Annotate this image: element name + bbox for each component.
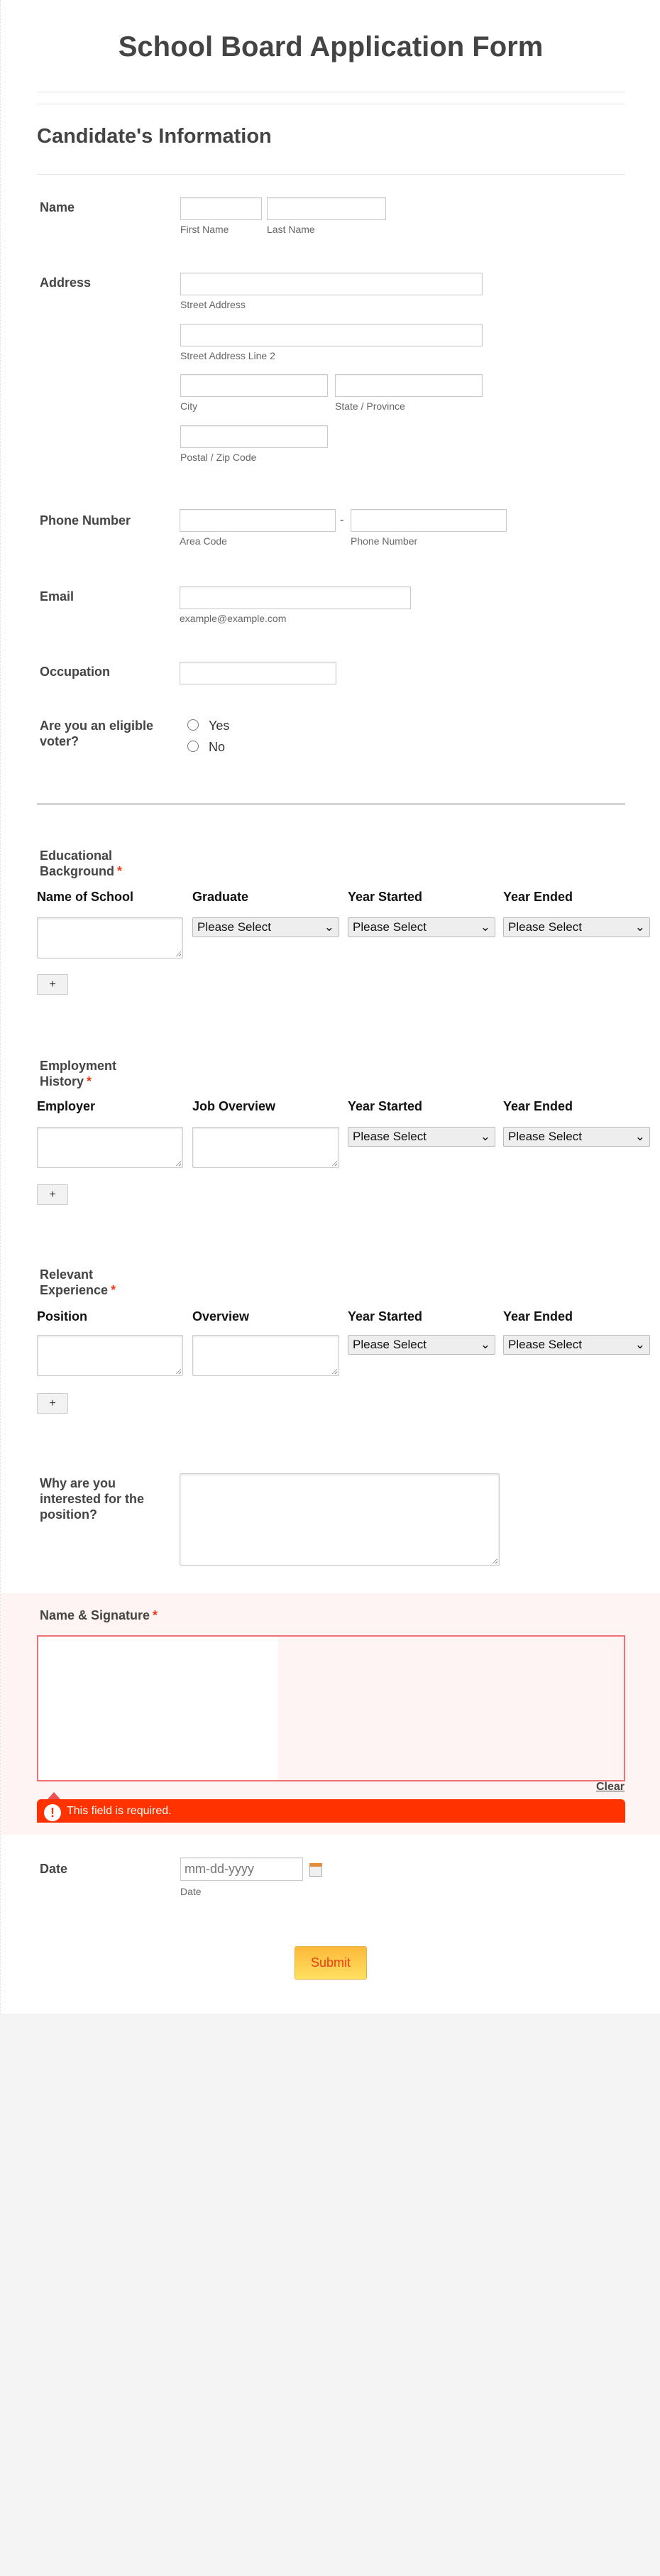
- year-started-select[interactable]: [348, 1335, 495, 1355]
- phone-number-sublabel: Phone Number: [351, 535, 418, 547]
- chevron-down-icon: ⌄: [480, 920, 490, 934]
- error-message: [37, 1799, 625, 1823]
- interest-textarea[interactable]: [180, 1473, 500, 1566]
- col-header: Year Started: [348, 1099, 423, 1113]
- voter-yes-label: Yes: [209, 719, 230, 733]
- section-divider: [37, 803, 625, 805]
- interest-label: Why are you interested for the position?: [40, 1476, 145, 1522]
- chevron-down-icon: ⌄: [324, 920, 334, 934]
- city-input[interactable]: [180, 374, 328, 397]
- voter-yes-radio[interactable]: [187, 719, 199, 731]
- state-input[interactable]: [335, 374, 483, 397]
- section-title: Candidate's Information: [37, 125, 272, 148]
- date-input[interactable]: [180, 1857, 303, 1881]
- street-address-sublabel: Street Address: [180, 299, 246, 310]
- chevron-down-icon: ⌄: [480, 1130, 490, 1143]
- last-name-sublabel: Last Name: [267, 224, 315, 235]
- year-started-select[interactable]: [348, 917, 495, 937]
- education-label-text: Educational Background: [40, 848, 115, 878]
- email-label: Email: [40, 589, 75, 604]
- phone-separator: -: [340, 514, 344, 526]
- employer-textarea[interactable]: [37, 1127, 183, 1168]
- job-overview-textarea[interactable]: [192, 1127, 339, 1168]
- graduate-select[interactable]: [192, 917, 339, 937]
- street-address2-input[interactable]: [180, 324, 483, 346]
- chevron-down-icon: ⌄: [634, 920, 645, 934]
- chevron-down-icon: ⌄: [480, 1338, 490, 1351]
- exclamation-icon: !: [44, 1804, 61, 1821]
- first-name-input[interactable]: [180, 197, 262, 220]
- phone-number-input[interactable]: [351, 509, 507, 532]
- select-value: Please Select: [353, 1338, 427, 1351]
- voter-no-radio[interactable]: [187, 741, 199, 752]
- street-address-input[interactable]: [180, 273, 483, 295]
- col-header: Overview: [192, 1309, 250, 1324]
- col-header: Graduate: [192, 890, 249, 904]
- street-address2-sublabel: Street Address Line 2: [180, 350, 275, 361]
- postal-sublabel: Postal / Zip Code: [180, 452, 257, 463]
- signature-pad[interactable]: [37, 1635, 625, 1781]
- email-hint: example@example.com: [180, 613, 287, 624]
- required-mark: *: [117, 864, 123, 878]
- required-mark: *: [153, 1608, 158, 1622]
- signature-label: [40, 1608, 158, 1623]
- divider: [37, 174, 625, 175]
- first-name-sublabel: First Name: [180, 224, 229, 235]
- employment-label: [40, 1058, 139, 1089]
- state-sublabel: State / Province: [335, 400, 405, 412]
- select-value: Please Select: [508, 920, 582, 934]
- add-education-row-button[interactable]: +: [37, 974, 68, 995]
- submit-button[interactable]: Submit: [295, 1946, 367, 1980]
- select-value: Please Select: [197, 920, 271, 934]
- overview-textarea[interactable]: [192, 1335, 339, 1376]
- date-label: Date: [40, 1862, 68, 1876]
- education-label: [40, 848, 139, 879]
- name-label: Name: [40, 200, 75, 214]
- year-started-select[interactable]: [348, 1127, 495, 1147]
- experience-label: [40, 1267, 139, 1298]
- area-code-input[interactable]: [180, 509, 336, 532]
- col-header: Year Started: [348, 890, 423, 904]
- experience-label-text: Relevant Experience: [40, 1267, 109, 1297]
- occupation-label: Occupation: [40, 665, 111, 679]
- phone-label: Phone Number: [40, 513, 131, 528]
- add-experience-row-button[interactable]: +: [37, 1393, 68, 1414]
- error-pointer: [48, 1792, 60, 1799]
- area-code-sublabel: Area Code: [180, 535, 227, 547]
- select-value: Please Select: [353, 1130, 427, 1143]
- col-header: Name of School: [37, 890, 134, 904]
- date-sublabel: Date: [180, 1886, 202, 1897]
- school-name-textarea[interactable]: [37, 917, 183, 959]
- select-value: Please Select: [508, 1338, 582, 1351]
- required-mark: *: [111, 1283, 116, 1297]
- col-header: Year Ended: [503, 890, 573, 904]
- col-header: Year Ended: [503, 1309, 573, 1324]
- col-header: Year Started: [348, 1309, 423, 1324]
- error-text: This field is required.: [67, 1804, 172, 1817]
- year-ended-select[interactable]: [503, 1335, 650, 1355]
- voter-label: Are you an eligible voter?: [40, 719, 154, 748]
- year-ended-select[interactable]: [503, 917, 650, 937]
- occupation-input[interactable]: [180, 662, 336, 684]
- year-ended-select[interactable]: [503, 1127, 650, 1147]
- col-header: Job Overview: [192, 1099, 276, 1113]
- select-value: Please Select: [508, 1130, 582, 1143]
- address-label: Address: [40, 275, 92, 290]
- postal-input[interactable]: [180, 425, 328, 448]
- col-header: Employer: [37, 1099, 96, 1113]
- city-sublabel: City: [180, 400, 198, 412]
- col-header: Position: [37, 1309, 87, 1324]
- clear-signature-link[interactable]: Clear: [595, 1781, 625, 1793]
- voter-no-label: No: [209, 740, 226, 754]
- chevron-down-icon: ⌄: [634, 1130, 645, 1143]
- form-title: School Board Application Form: [118, 31, 544, 62]
- col-header: Year Ended: [503, 1099, 573, 1113]
- employment-label-text: Employment History: [40, 1059, 117, 1088]
- last-name-input[interactable]: [267, 197, 386, 220]
- calendar-icon[interactable]: [309, 1863, 322, 1877]
- select-value: Please Select: [353, 920, 427, 934]
- position-textarea[interactable]: [37, 1335, 183, 1376]
- required-mark: *: [87, 1074, 92, 1088]
- add-employment-row-button[interactable]: +: [37, 1184, 68, 1205]
- signature-label-text: Name & Signature: [40, 1608, 150, 1622]
- chevron-down-icon: ⌄: [634, 1338, 645, 1351]
- email-input[interactable]: [180, 586, 411, 609]
